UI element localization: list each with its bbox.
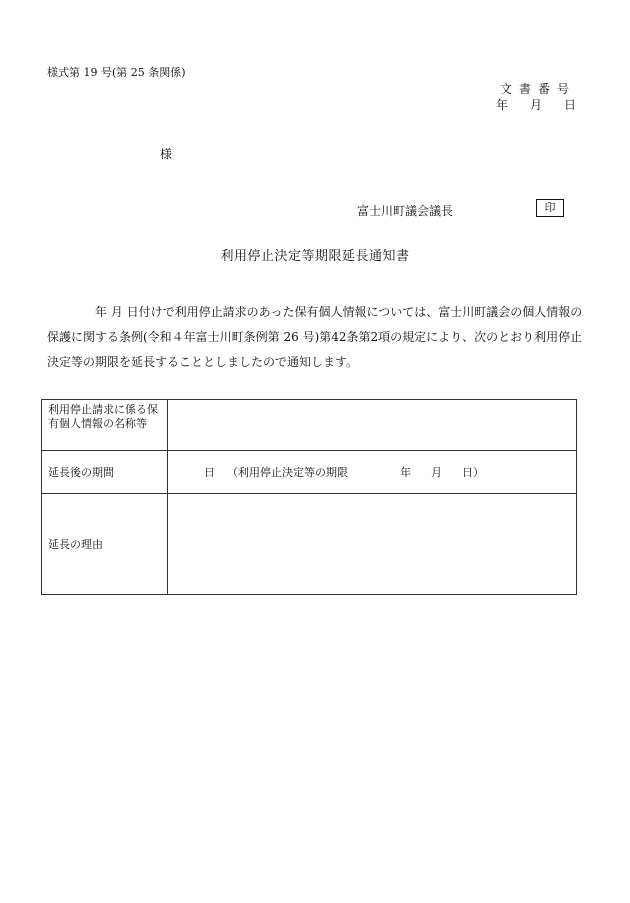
- document-title: 利用停止決定等期限延長通知書: [220, 249, 410, 264]
- period-deadline-label: （利用停止決定等の期限: [227, 466, 348, 479]
- sender-title: 富士川町議会議長: [357, 204, 454, 218]
- date-year: 年: [495, 98, 508, 112]
- row-value-reason: [168, 494, 577, 595]
- row-label-reason: 延長の理由: [42, 494, 168, 595]
- document-number-label: 文書番号: [499, 82, 576, 96]
- info-table: [41, 399, 577, 595]
- date-month: 月: [529, 98, 542, 112]
- period-day: 日: [204, 466, 215, 479]
- period-month: 月: [431, 466, 442, 479]
- seal-box: 印: [536, 199, 564, 217]
- period-line: [174, 464, 570, 480]
- row-value-extended-period: [168, 451, 577, 494]
- date-day: 日: [563, 98, 576, 112]
- addressee-suffix: 様: [160, 147, 173, 161]
- table-row: [42, 451, 577, 494]
- table-row: [42, 400, 577, 451]
- row-value-info-name: [168, 400, 577, 451]
- notice-body: 年 月 日付けで利用停止請求のあった保有個人情報については、富士川町議会の個人情報の保護に関する条例(令和４年富士川町条例第 26 号)第42条第2項の規定により、次のとおり利用停止決定等の期限を延長することとしましたので通知します。: [47, 305, 583, 369]
- row-label-info-name: 利用停止請求に係る保有個人情報の名称等: [42, 400, 168, 451]
- form-label: 様式第 19 号(第 25 条関係): [47, 66, 186, 79]
- period-year: 年: [400, 466, 411, 479]
- table-row: [42, 494, 577, 595]
- document-date: [496, 96, 576, 113]
- period-day-close: 日）: [462, 466, 484, 479]
- row-label-extended-period: 延長後の期間: [42, 451, 168, 494]
